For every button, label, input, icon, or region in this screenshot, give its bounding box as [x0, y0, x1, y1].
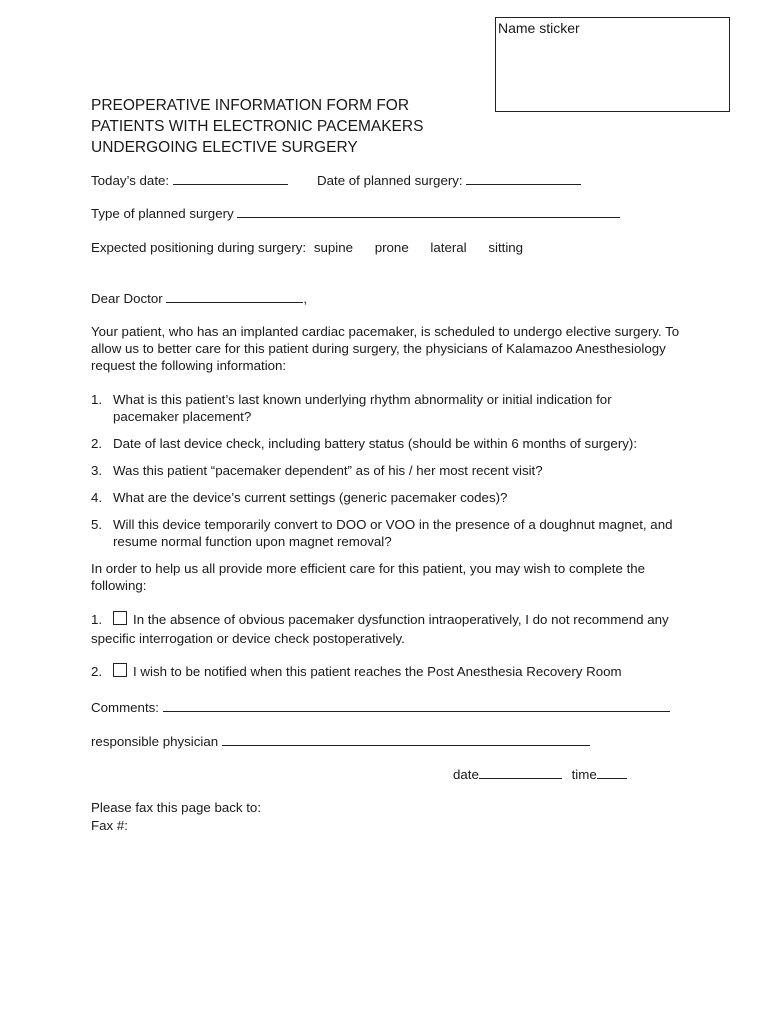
question-4: [91, 489, 681, 506]
greeting-row: [91, 290, 307, 307]
surgery-type-row: [91, 205, 620, 222]
option-number: 1.: [91, 612, 103, 627]
question-1: [91, 391, 681, 425]
option-2-checkbox[interactable]: [113, 663, 127, 677]
question-number: 4.: [91, 490, 103, 505]
dear-doctor-label: Dear Doctor: [91, 291, 163, 306]
question-2: [91, 435, 681, 452]
time-field[interactable]: [597, 767, 627, 779]
form-title: [91, 95, 491, 158]
intro-paragraph: Your patient, who has an implanted cardiac pacemaker, is scheduled to undergo elective surgery. To allow us to better care for this patient during surgery, the physicians of Kalamazoo Anesthesiology request the following information:: [91, 324, 680, 373]
help-paragraph: In order to help us all provide more efficient care for this patient, you may wish to complete the following:: [91, 561, 646, 593]
physician-field[interactable]: [222, 734, 590, 746]
form-title-line-2: PATIENTS WITH ELECTRONIC PACEMAKERS: [91, 118, 424, 135]
comments-field[interactable]: [163, 700, 670, 712]
position-lateral[interactable]: lateral: [430, 240, 467, 255]
option-1-checkbox[interactable]: [113, 611, 127, 625]
greeting-comma: ,: [303, 291, 308, 306]
question-text: Date of last device check, including battery status (should be within 6 months of surgery):: [113, 436, 638, 451]
question-number: 3.: [91, 463, 103, 478]
question-number: 5.: [91, 517, 103, 532]
todays-date-field[interactable]: [173, 173, 288, 185]
todays-date-row: [91, 172, 288, 189]
name-sticker-label: Name sticker: [498, 20, 580, 36]
question-text: Will this device temporarily convert to DOO or VOO in the presence of a doughnut magnet, and resume normal function upon magnet removal?: [113, 517, 673, 549]
name-sticker-box: [495, 17, 730, 112]
form-title-line-3: UNDERGOING ELECTIVE SURGERY: [91, 139, 358, 156]
fax-number-label: Fax #:: [91, 818, 128, 833]
question-text: What is this patient’s last known underlying rhythm abnormality or initial indication for pacemaker placement?: [113, 392, 612, 424]
planned-date-field[interactable]: [466, 173, 581, 185]
question-text: What are the device’s current settings (generic pacemaker codes)?: [113, 490, 508, 505]
doctor-name-field[interactable]: [166, 291, 303, 303]
question-3: [91, 462, 681, 479]
surgery-type-field[interactable]: [237, 206, 620, 218]
option-2: [91, 663, 681, 682]
question-number: 2.: [91, 436, 103, 451]
planned-date-row: [317, 172, 581, 189]
date-time-row: [453, 766, 627, 783]
option-text: In the absence of obvious pacemaker dysfunction intraoperatively, I do not recommend any specific interrogation or device check postoperatively.: [91, 612, 669, 646]
planned-date-label: Date of planned surgery:: [317, 173, 463, 188]
surgery-type-label: Type of planned surgery: [91, 206, 234, 221]
physician-label: responsible physician: [91, 734, 219, 749]
positioning-label: Expected positioning during surgery:: [91, 240, 307, 255]
positioning-row: [91, 239, 523, 256]
option-1: [91, 610, 681, 650]
question-5: [91, 516, 681, 550]
position-prone[interactable]: prone: [374, 240, 409, 255]
date-label: date: [453, 767, 479, 782]
comments-label: Comments:: [91, 700, 159, 715]
question-text: Was this patient “pacemaker dependent” as of his / her most recent visit?: [113, 463, 543, 478]
date-field[interactable]: [479, 767, 562, 779]
fax-line: Please fax this page back to:: [91, 800, 262, 815]
physician-row: [91, 733, 590, 750]
time-label: time: [571, 767, 597, 782]
position-supine[interactable]: supine: [313, 240, 353, 255]
option-number: 2.: [91, 664, 103, 679]
form-title-line-1: PREOPERATIVE INFORMATION FORM FOR: [91, 97, 410, 114]
option-text: I wish to be notified when this patient reaches the Post Anesthesia Recovery Room: [133, 664, 622, 679]
question-number: 1.: [91, 392, 103, 407]
comments-row: [91, 699, 670, 716]
position-sitting[interactable]: sitting: [488, 240, 524, 255]
todays-date-label: Today’s date:: [91, 173, 170, 188]
